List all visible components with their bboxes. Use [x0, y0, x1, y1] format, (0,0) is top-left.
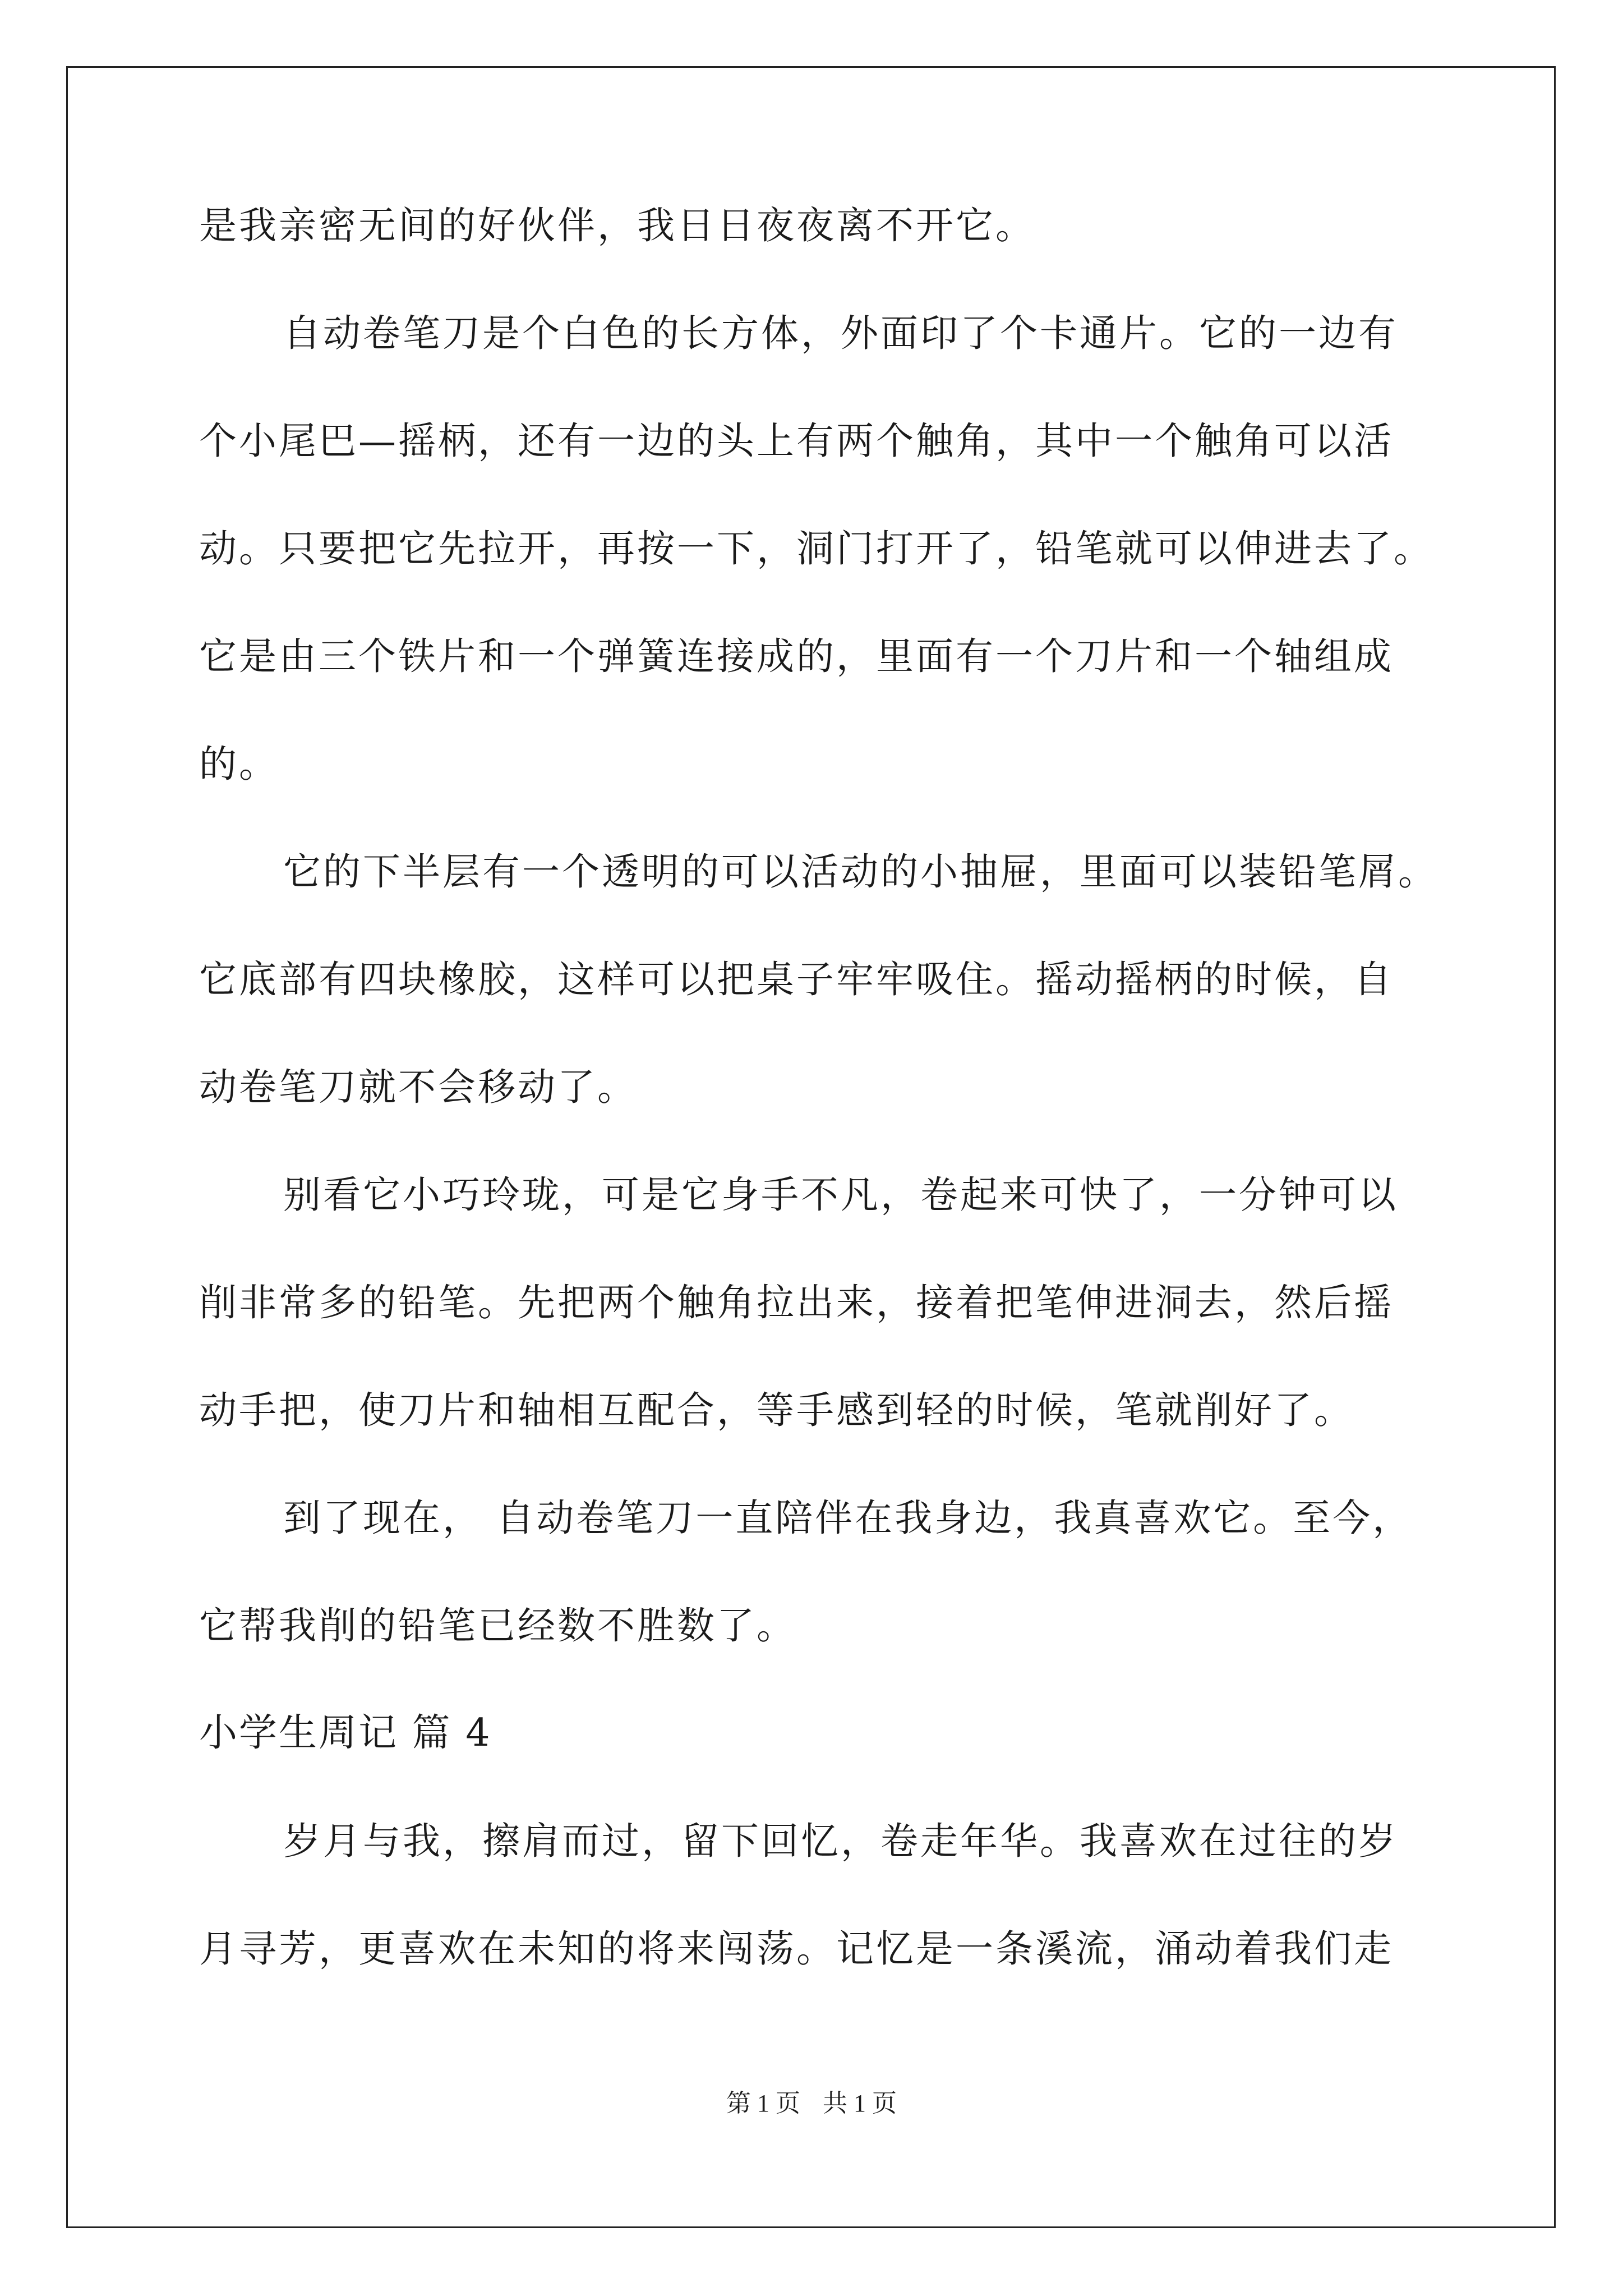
paragraph-start-line: 到了现在， 自动卷笔刀一直陪伴在我身边，我真喜欢它。至今，: [283, 1496, 1413, 1540]
text-line: 它是由三个铁片和一个弹簧连接成的，里面有一个刀片和一个轴组成: [199, 634, 1394, 678]
section-heading: 小学生周记 篇 4: [199, 1711, 492, 1755]
paragraph-start-line: 别看它小巧玲珑，可是它身手不凡，卷起来可快了，一分钟可以: [283, 1173, 1398, 1217]
text-line: 它帮我削的铅笔已经数不胜数了。: [199, 1604, 796, 1648]
paragraph-start-line: 它的下半层有一个透明的可以活动的小抽屉，里面可以装铅笔屑。: [283, 850, 1438, 894]
page-number: 第 1 页: [726, 2090, 800, 2117]
page-border: [66, 66, 1556, 2228]
text-line: 动卷笔刀就不会移动了。: [199, 1065, 637, 1109]
text-line: 的。: [199, 742, 279, 786]
paragraph-start-line: 岁月与我，擦肩而过，留下回忆，卷走年华。我喜欢在过往的岁: [283, 1819, 1398, 1863]
text-line: 是我亲密无间的好伙伴，我日日夜夜离不开它。: [199, 204, 1035, 247]
text-line: 削非常多的铅笔。先把两个触角拉出来，接着把笔伸进洞去，然后摇: [199, 1281, 1394, 1324]
text-line: 个小尾巴—摇柄，还有一边的头上有两个触角，其中一个触角可以活: [199, 419, 1394, 463]
paragraph-start-line: 自动卷笔刀是个白色的长方体，外面印了个卡通片。它的一边有: [283, 311, 1398, 355]
text-line: 动。只要把它先拉开，再按一下，洞门打开了，铅笔就可以伸进去了。: [199, 527, 1433, 570]
text-line: 它底部有四块橡胶，这样可以把桌子牢牢吸住。摇动摇柄的时候，自: [199, 958, 1394, 1001]
text-line: 动手把，使刀片和轴相互配合，等手感到轻的时候，笔就削好了。: [199, 1388, 1354, 1432]
page-footer: [0, 2087, 1623, 2120]
text-line: 月寻芳，更喜欢在未知的将来闯荡。记忆是一条溪流，涌动着我们走: [199, 1927, 1394, 1971]
page-total: 共 1 页: [823, 2090, 897, 2117]
